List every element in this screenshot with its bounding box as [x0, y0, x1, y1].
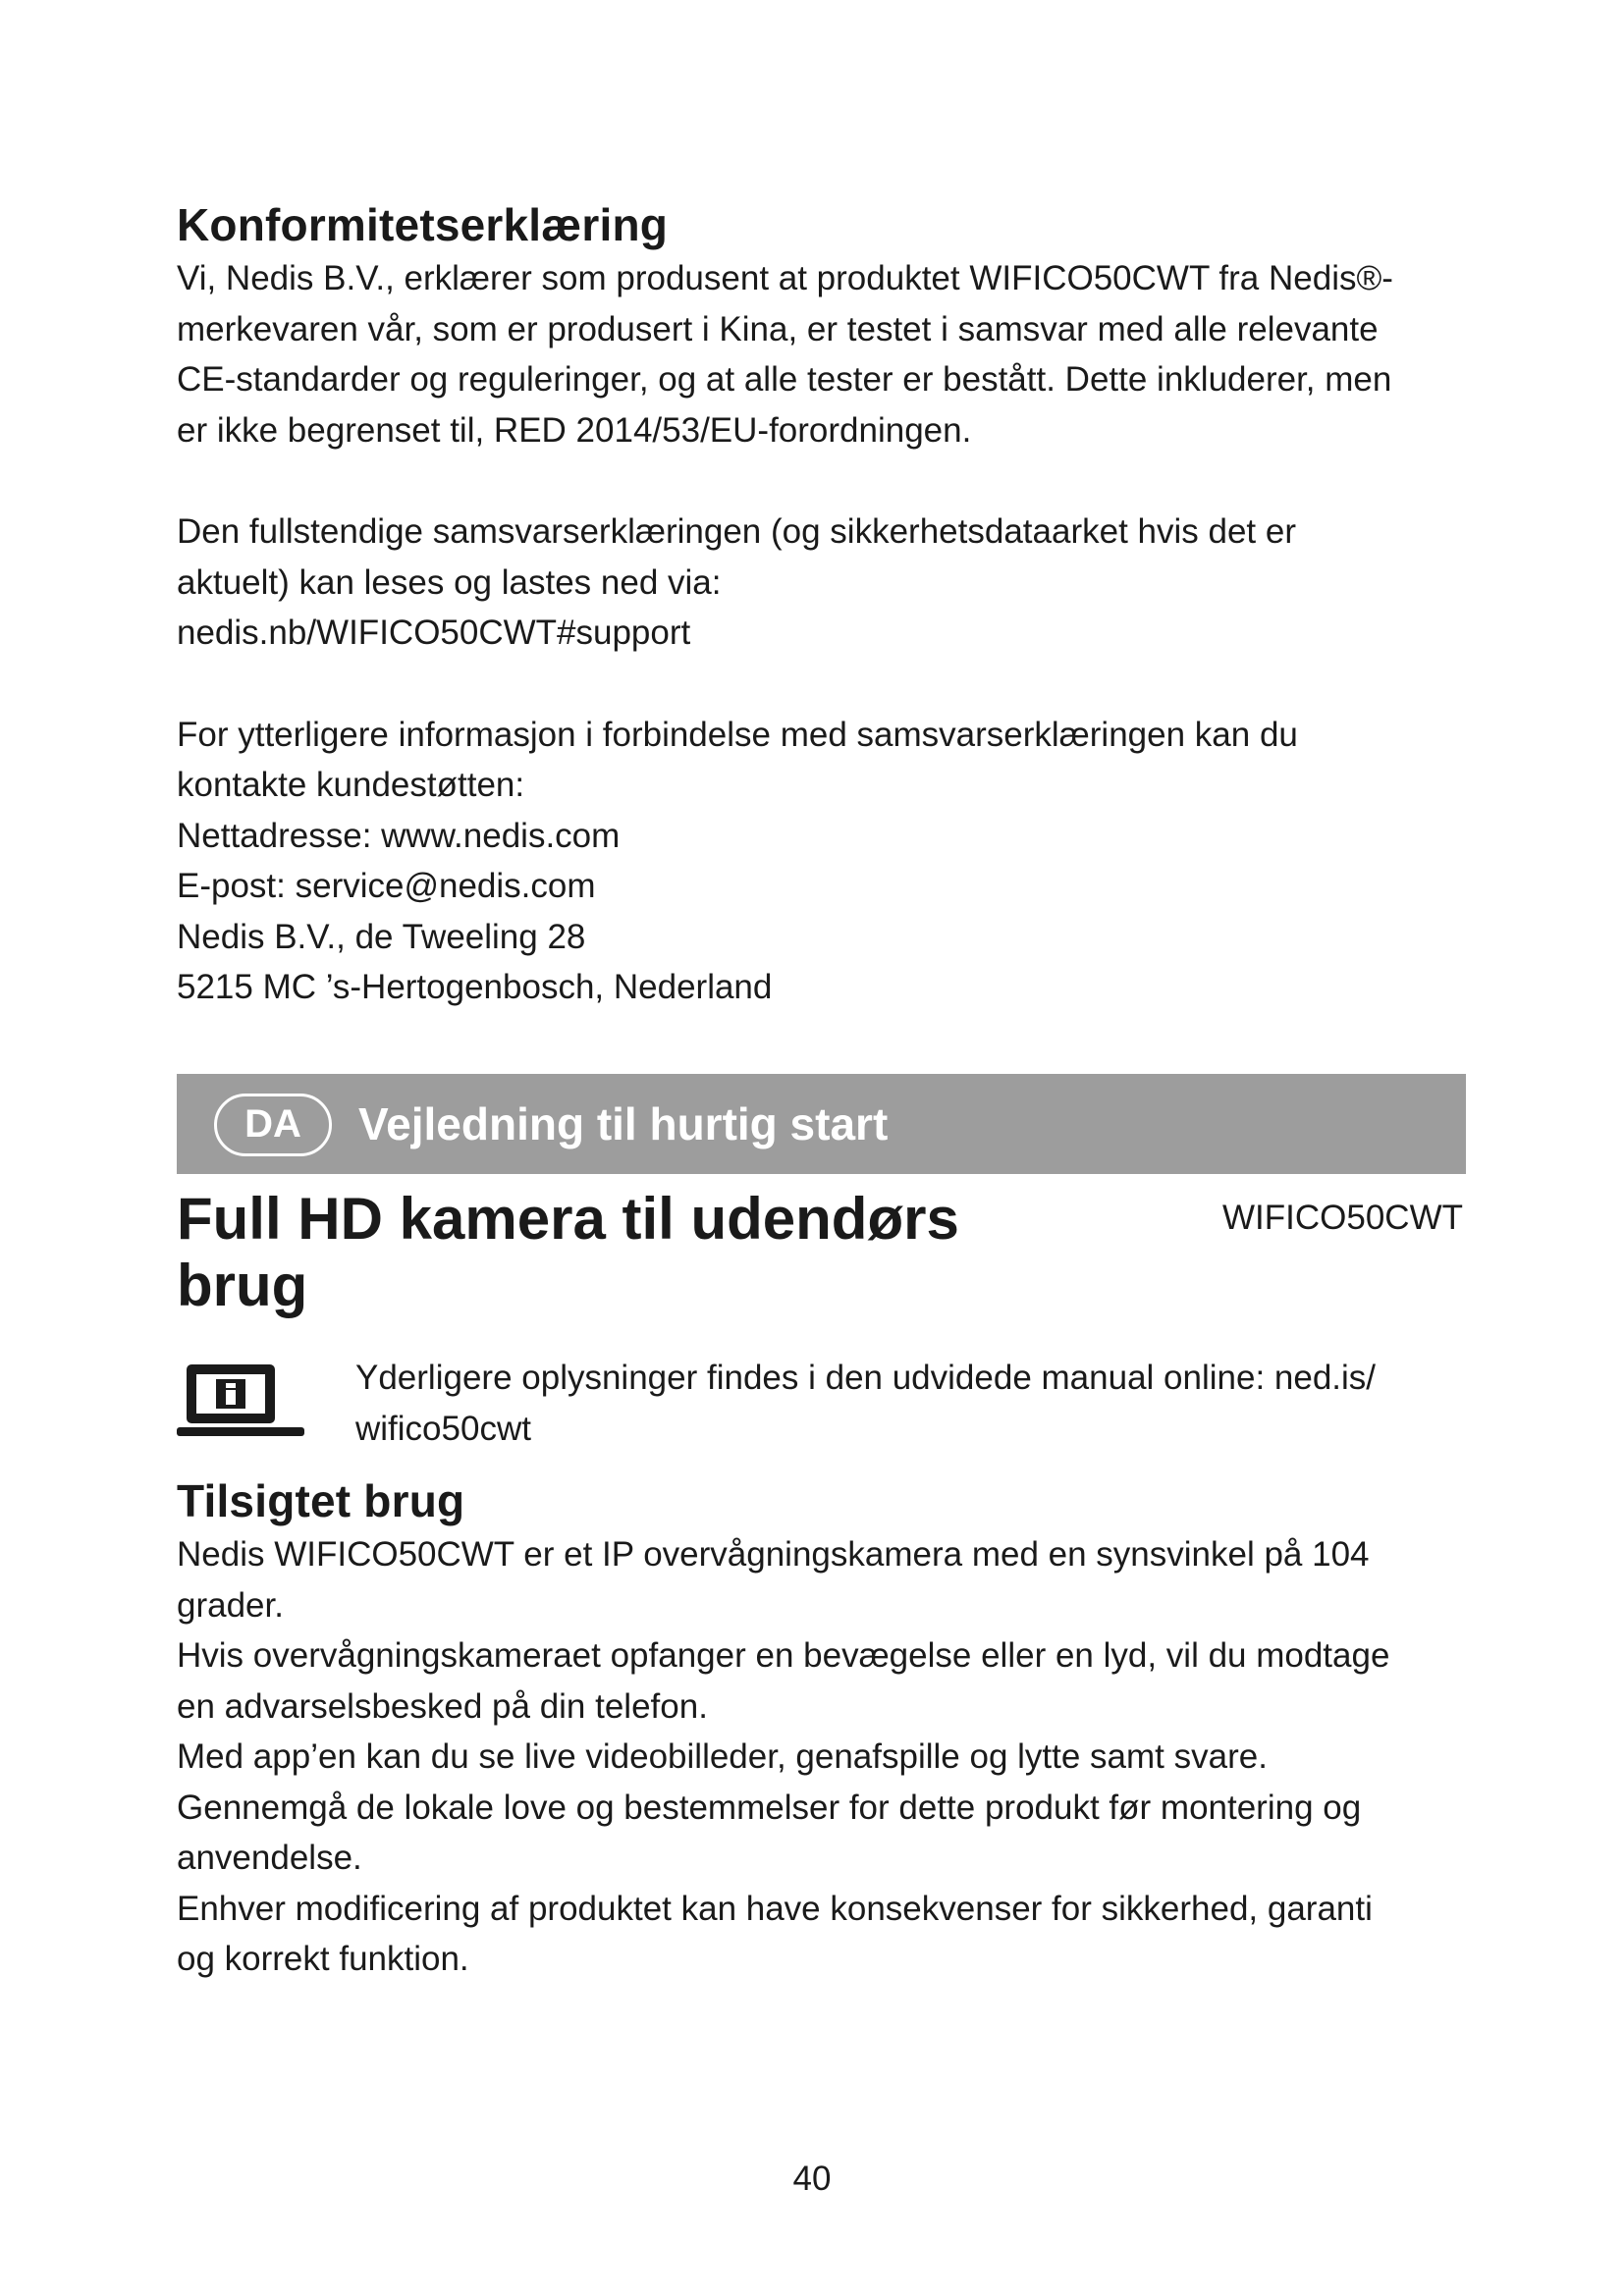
- text-line: aktuelt) kan leses og lastes ned via:: [177, 562, 722, 602]
- address-line: Nedis B.V., de Tweeling 28: [177, 917, 586, 956]
- conformity-paragraph-1: [177, 253, 1463, 455]
- text-line: Med app’en kan du se live videobilleder, genafspille og lytte samt svare.: [177, 1737, 1268, 1776]
- text-line: Yderligere oplysninger findes i den udvidede manual online: ned.is/: [355, 1359, 1377, 1397]
- text-line: merkevaren vår, som er produsert i Kina, er testet i samsvar med alle relevante: [177, 309, 1379, 348]
- intended-use-body: [177, 1529, 1483, 1985]
- text-line: er ikke begrenset til, RED 2014/53/EU-forordningen.: [177, 410, 972, 450]
- text-line: Vi, Nedis B.V., erklærer som produsent at produktet WIFICO50CWT fra Nedis®-: [177, 259, 1393, 297]
- conformity-paragraph-2: [177, 507, 1463, 659]
- model-number: WIFICO50CWT: [1222, 1199, 1463, 1237]
- text-line: og korrekt funktion.: [177, 1940, 469, 1978]
- text-line: en advarselsbesked på din telefon.: [177, 1686, 708, 1726]
- language-badge: DA: [214, 1094, 332, 1156]
- text-line: CE-standarder og reguleringer, og at alle tester er bestått. Dette inkluderer, men: [177, 360, 1392, 399]
- manual-link[interactable]: wifico50cwt: [355, 1410, 531, 1448]
- conformity-paragraph-3: [177, 710, 1463, 1013]
- banner-title: Vejledning til hurtig start: [358, 1098, 889, 1149]
- intended-use-section: [177, 1472, 1483, 1985]
- text-line: anvendelse.: [177, 1839, 362, 1877]
- intended-use-heading: Tilsigtet brug: [177, 1475, 465, 1526]
- text-line: Nedis WIFICO50CWT er et IP overvågningskamera med en synsvinkel på 104: [177, 1535, 1370, 1574]
- norwegian-conformity-section: [177, 196, 1463, 1013]
- text-line: grader.: [177, 1585, 284, 1625]
- text-line: Enhver modificering af produktet kan have konsekvenser for sikkerhed, garanti: [177, 1889, 1373, 1928]
- text-line: Gennemgå de lokale love og bestemmelser for dette produkt før montering og: [177, 1788, 1362, 1827]
- online-manual-text: [355, 1353, 1376, 1455]
- product-title: [177, 1186, 1060, 1319]
- website-line[interactable]: Nettadresse: www.nedis.com: [177, 816, 621, 855]
- product-title-line: brug: [177, 1253, 308, 1318]
- email-line[interactable]: E-post: service@nedis.com: [177, 867, 596, 905]
- page-number: 40: [792, 2160, 832, 2198]
- text-line: kontakte kundestøtten:: [177, 766, 525, 804]
- conformity-heading: Konformitetserklæring: [177, 199, 669, 250]
- laptop-info-icon: [177, 1362, 304, 1441]
- text-line: Den fullstendige samsvarserklæringen (og sikkerhetsdataarket hvis det er: [177, 512, 1296, 551]
- language-banner: [177, 1074, 1466, 1174]
- address-line: 5215 MC ’s-Hertogenbosch, Nederland: [177, 968, 773, 1006]
- text-line: For ytterligere informasjon i forbindelse med samsvarserklæringen kan du: [177, 715, 1298, 754]
- support-link[interactable]: nedis.nb/WIFICO50CWT#support: [177, 614, 691, 652]
- text-line: Hvis overvågningskameraet opfanger en bevægelse eller en lyd, vil du modtage: [177, 1636, 1390, 1675]
- product-title-line: Full HD kamera til udendørs: [177, 1186, 959, 1252]
